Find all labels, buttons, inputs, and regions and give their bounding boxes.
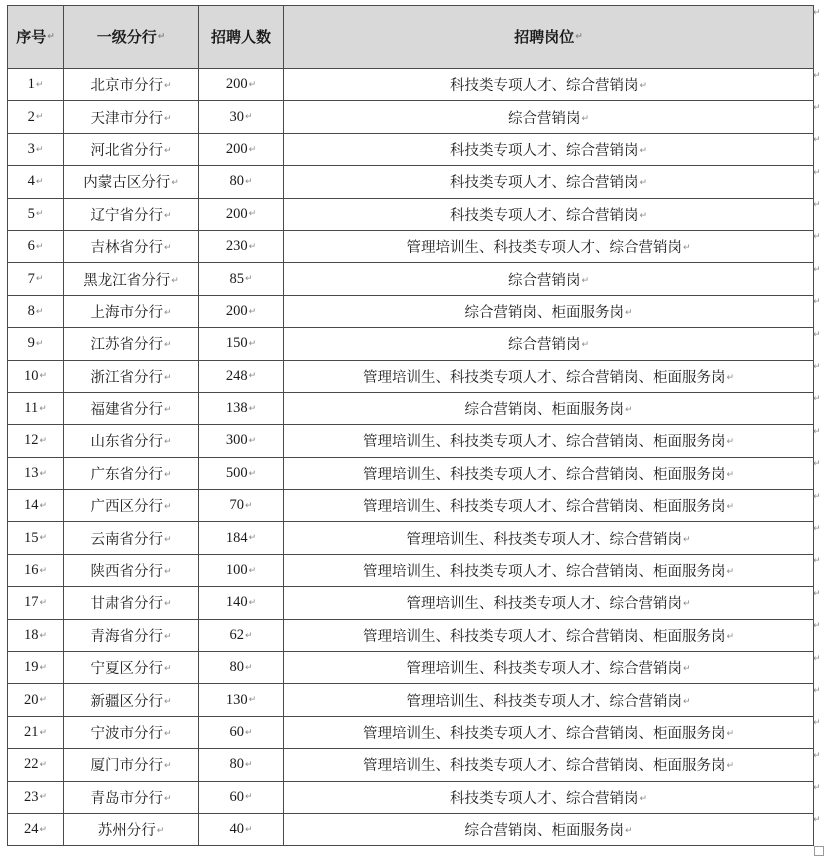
return-arrow-icon: ↵ xyxy=(813,200,821,211)
cell-count-text: 40 ↵ xyxy=(229,821,252,837)
return-arrow-icon: ↵ xyxy=(813,523,821,534)
cell-positions-text: 管理培训生、科技类专项人才、综合营销岗、柜面服务岗 ↵ xyxy=(363,467,734,483)
cell-positions xyxy=(284,69,814,101)
cell-count-text: 100 ↵ xyxy=(226,562,256,578)
cell-count-text: 300 ↵ xyxy=(226,432,256,448)
cell-positions-text: 综合营销岗 ↵ xyxy=(508,273,589,289)
cell-no xyxy=(8,490,64,522)
cell-positions-text: 管理培训生、科技类专项人才、综合营销岗 ↵ xyxy=(406,596,690,612)
cell-count-text: 248 ↵ xyxy=(226,368,256,384)
return-arrow-icon: ↵ xyxy=(813,621,821,632)
table-row xyxy=(8,328,814,360)
table-row xyxy=(8,230,814,262)
cell-count xyxy=(199,749,284,781)
cell-positions-text: 管理培训生、科技类专项人才、综合营销岗 ↵ xyxy=(406,240,690,256)
cell-count xyxy=(199,457,284,489)
page-corner-icon xyxy=(814,846,824,856)
cell-no xyxy=(8,652,64,684)
recruitment-table xyxy=(7,5,814,846)
table-row xyxy=(8,425,814,457)
cell-positions-text: 综合营销岗、柜面服务岗 ↵ xyxy=(464,823,632,839)
cell-count xyxy=(199,781,284,813)
cell-positions-text: 科技类专项人才、综合营销岗 ↵ xyxy=(450,175,647,191)
return-arrow-icon: ↵ xyxy=(813,135,821,146)
return-arrow-icon: ↵ xyxy=(813,70,821,81)
cell-count xyxy=(199,295,284,327)
cell-branch xyxy=(64,490,199,522)
return-arrow-icon: ↵ xyxy=(813,297,821,308)
cell-no-text: 22 ↵ xyxy=(24,756,47,772)
cell-positions-text: 管理培训生、科技类专项人才、综合营销岗、柜面服务岗 ↵ xyxy=(363,434,734,450)
cell-no xyxy=(8,263,64,295)
return-arrow-icon: ↵ xyxy=(813,685,821,696)
cell-no-text: 17 ↵ xyxy=(24,594,47,610)
cell-positions-text: 科技类专项人才、综合营销岗 ↵ xyxy=(450,143,647,159)
cell-count-text: 184 ↵ xyxy=(226,530,256,546)
cell-no xyxy=(8,457,64,489)
cell-positions xyxy=(284,392,814,424)
cell-positions xyxy=(284,781,814,813)
cell-branch-text: 宁夏区分行 ↵ xyxy=(90,661,171,677)
return-arrow-icon: ↵ xyxy=(813,167,821,178)
cell-count xyxy=(199,133,284,165)
header-row xyxy=(8,6,814,69)
table-row xyxy=(8,716,814,748)
table-row xyxy=(8,101,814,133)
cell-no xyxy=(8,133,64,165)
cell-positions xyxy=(284,619,814,651)
cell-count-text: 60 ↵ xyxy=(229,724,252,740)
cell-branch xyxy=(64,619,199,651)
return-arrow-icon: ↵ xyxy=(813,459,821,470)
cell-positions xyxy=(284,587,814,619)
table-row xyxy=(8,554,814,586)
cell-count-text: 200 ↵ xyxy=(226,206,256,222)
cell-count-text: 500 ↵ xyxy=(226,465,256,481)
cell-no-text: 4 ↵ xyxy=(28,173,44,189)
cell-positions-text: 管理培训生、科技类专项人才、综合营销岗、柜面服务岗 ↵ xyxy=(363,758,734,774)
cell-branch xyxy=(64,522,199,554)
cell-count-text: 150 ↵ xyxy=(226,335,256,351)
cell-no-text: 7 ↵ xyxy=(28,271,44,287)
cell-no-text: 24 ↵ xyxy=(24,821,47,837)
cell-positions xyxy=(284,522,814,554)
cell-branch xyxy=(64,101,199,133)
cell-positions-text: 科技类专项人才、综合营销岗 ↵ xyxy=(450,208,647,224)
cell-positions xyxy=(284,263,814,295)
cell-no-text: 9 ↵ xyxy=(28,335,44,351)
cell-branch-text: 宁波市分行 ↵ xyxy=(90,726,171,742)
cell-count-text: 230 ↵ xyxy=(226,238,256,254)
cell-branch-text: 云南省分行 ↵ xyxy=(90,532,171,548)
cell-no-text: 3 ↵ xyxy=(28,141,44,157)
table-row xyxy=(8,295,814,327)
return-arrow-icon: ↵ xyxy=(813,815,821,826)
cell-branch-text: 江苏省分行 ↵ xyxy=(90,337,171,353)
cell-branch xyxy=(64,781,199,813)
return-arrow-icon: ↵ xyxy=(813,394,821,405)
cell-count xyxy=(199,198,284,230)
cell-no xyxy=(8,781,64,813)
table-row xyxy=(8,684,814,716)
cell-no-text: 6 ↵ xyxy=(28,238,44,254)
cell-branch xyxy=(64,263,199,295)
cell-branch-text: 北京市分行 ↵ xyxy=(90,78,171,94)
cell-count xyxy=(199,619,284,651)
cell-branch-text: 上海市分行 ↵ xyxy=(90,305,171,321)
cell-count xyxy=(199,684,284,716)
table-row xyxy=(8,166,814,198)
cell-count-text: 70 ↵ xyxy=(229,497,252,513)
table-row xyxy=(8,457,814,489)
cell-count xyxy=(199,554,284,586)
table-row xyxy=(8,69,814,101)
cell-positions xyxy=(284,457,814,489)
cell-positions xyxy=(284,328,814,360)
cell-branch xyxy=(64,166,199,198)
cell-no xyxy=(8,619,64,651)
cell-no xyxy=(8,684,64,716)
cell-positions-text: 管理培训生、科技类专项人才、综合营销岗、柜面服务岗 ↵ xyxy=(363,629,734,645)
cell-positions xyxy=(284,554,814,586)
cell-branch-text: 黑龙江省分行 ↵ xyxy=(83,273,179,289)
header-branch: 一级分行 ↵ xyxy=(64,6,199,69)
cell-branch xyxy=(64,328,199,360)
table-row xyxy=(8,522,814,554)
return-arrow-icon: ↵ xyxy=(813,556,821,567)
cell-no xyxy=(8,360,64,392)
cell-positions-text: 综合营销岗、柜面服务岗 ↵ xyxy=(464,305,632,321)
cell-count-text: 130 ↵ xyxy=(226,692,256,708)
cell-count-text: 200 ↵ xyxy=(226,76,256,92)
cell-count-text: 138 ↵ xyxy=(226,400,256,416)
cell-branch-text: 厦门市分行 ↵ xyxy=(90,758,171,774)
cell-count-text: 30 ↵ xyxy=(229,109,252,125)
cell-no-text: 1 ↵ xyxy=(28,76,44,92)
cell-count xyxy=(199,263,284,295)
return-arrow-icon: ↵ xyxy=(813,653,821,664)
cell-no xyxy=(8,554,64,586)
return-arrow-icon: ↵ xyxy=(813,264,821,275)
cell-positions xyxy=(284,749,814,781)
cell-positions-text: 科技类专项人才、综合营销岗 ↵ xyxy=(450,791,647,807)
cell-count-text: 140 ↵ xyxy=(226,594,256,610)
cell-no xyxy=(8,198,64,230)
cell-no xyxy=(8,716,64,748)
cell-branch-text: 内蒙古区分行 ↵ xyxy=(83,175,179,191)
cell-no xyxy=(8,166,64,198)
cell-branch xyxy=(64,425,199,457)
cell-branch xyxy=(64,684,199,716)
return-arrow-icon: ↵ xyxy=(813,7,821,18)
cell-count-text: 200 ↵ xyxy=(226,303,256,319)
cell-branch-text: 广东省分行 ↵ xyxy=(90,467,171,483)
cell-positions-text: 综合营销岗 ↵ xyxy=(508,337,589,353)
cell-positions xyxy=(284,360,814,392)
cell-no xyxy=(8,295,64,327)
table-row xyxy=(8,360,814,392)
cell-count-text: 85 ↵ xyxy=(229,271,252,287)
cell-branch-text: 苏州分行 ↵ xyxy=(98,823,165,839)
cell-positions xyxy=(284,425,814,457)
cell-no-text: 23 ↵ xyxy=(24,789,47,805)
cell-no xyxy=(8,392,64,424)
cell-branch-text: 山东省分行 ↵ xyxy=(90,434,171,450)
table-row xyxy=(8,133,814,165)
cell-no-text: 10 ↵ xyxy=(24,368,47,384)
cell-no-text: 5 ↵ xyxy=(28,206,44,222)
cell-branch xyxy=(64,392,199,424)
cell-no-text: 13 ↵ xyxy=(24,465,47,481)
cell-positions-text: 管理培训生、科技类专项人才、综合营销岗 ↵ xyxy=(406,661,690,677)
cell-count-text: 60 ↵ xyxy=(229,789,252,805)
return-arrow-icon: ↵ xyxy=(813,362,821,373)
cell-count xyxy=(199,392,284,424)
cell-branch xyxy=(64,198,199,230)
cell-no xyxy=(8,522,64,554)
cell-positions xyxy=(284,652,814,684)
return-arrow-icon: ↵ xyxy=(813,750,821,761)
cell-branch-text: 浙江省分行 ↵ xyxy=(90,370,171,386)
cell-branch-text: 陕西省分行 ↵ xyxy=(90,564,171,580)
cell-branch-text: 青海省分行 ↵ xyxy=(90,629,171,645)
cell-branch-text: 河北省分行 ↵ xyxy=(90,143,171,159)
cell-branch xyxy=(64,230,199,262)
return-arrow-icon: ↵ xyxy=(813,329,821,340)
cell-positions xyxy=(284,684,814,716)
cell-no xyxy=(8,230,64,262)
cell-count xyxy=(199,230,284,262)
cell-no xyxy=(8,69,64,101)
table-row xyxy=(8,587,814,619)
return-arrow-icon: ↵ xyxy=(813,426,821,437)
cell-branch-text: 天津市分行 ↵ xyxy=(90,111,171,127)
cell-branch-text: 甘肃省分行 ↵ xyxy=(90,596,171,612)
cell-no-text: 14 ↵ xyxy=(24,497,47,513)
cell-branch-text: 福建省分行 ↵ xyxy=(90,402,171,418)
cell-count xyxy=(199,813,284,845)
cell-no xyxy=(8,749,64,781)
cell-no-text: 16 ↵ xyxy=(24,562,47,578)
cell-positions-text: 管理培训生、科技类专项人才、综合营销岗、柜面服务岗 ↵ xyxy=(363,726,734,742)
cell-no-text: 18 ↵ xyxy=(24,627,47,643)
table-row xyxy=(8,490,814,522)
cell-count-text: 80 ↵ xyxy=(229,756,252,772)
cell-positions xyxy=(284,490,814,522)
cell-no xyxy=(8,101,64,133)
table-row xyxy=(8,781,814,813)
cell-no-text: 19 ↵ xyxy=(24,659,47,675)
cell-count-text: 80 ↵ xyxy=(229,173,252,189)
cell-count-text: 80 ↵ xyxy=(229,659,252,675)
cell-no xyxy=(8,425,64,457)
cell-no-text: 21 ↵ xyxy=(24,724,47,740)
table-row xyxy=(8,392,814,424)
cell-branch xyxy=(64,587,199,619)
cell-count xyxy=(199,490,284,522)
cell-positions xyxy=(284,716,814,748)
cell-positions xyxy=(284,813,814,845)
return-arrow-icon: ↵ xyxy=(813,491,821,502)
header-no: 序号 ↵ xyxy=(8,6,64,69)
cell-positions-text: 管理培训生、科技类专项人才、综合营销岗、柜面服务岗 ↵ xyxy=(363,564,734,580)
table-row xyxy=(8,652,814,684)
cell-no xyxy=(8,587,64,619)
cell-count xyxy=(199,587,284,619)
cell-no xyxy=(8,328,64,360)
cell-branch xyxy=(64,813,199,845)
cell-positions-text: 管理培训生、科技类专项人才、综合营销岗 ↵ xyxy=(406,532,690,548)
cell-count xyxy=(199,716,284,748)
cell-positions-text: 综合营销岗 ↵ xyxy=(508,111,589,127)
return-arrow-icon: ↵ xyxy=(813,718,821,729)
cell-count xyxy=(199,69,284,101)
cell-count xyxy=(199,652,284,684)
cell-no-text: 20 ↵ xyxy=(24,692,47,708)
cell-count xyxy=(199,425,284,457)
header-count: 招聘人数 xyxy=(199,6,284,69)
cell-positions-text: 管理培训生、科技类专项人才、综合营销岗、柜面服务岗 ↵ xyxy=(363,499,734,515)
cell-no-text: 2 ↵ xyxy=(28,109,44,125)
cell-no-text: 8 ↵ xyxy=(28,303,44,319)
cell-positions-text: 管理培训生、科技类专项人才、综合营销岗 ↵ xyxy=(406,694,690,710)
return-arrow-icon: ↵ xyxy=(813,783,821,794)
cell-positions xyxy=(284,295,814,327)
table-row xyxy=(8,619,814,651)
table-body xyxy=(8,69,814,846)
header-positions: 招聘岗位 ↵ xyxy=(284,6,814,69)
cell-branch-text: 青岛市分行 ↵ xyxy=(90,791,171,807)
cell-positions xyxy=(284,166,814,198)
return-arrow-icon: ↵ xyxy=(813,232,821,243)
cell-branch xyxy=(64,69,199,101)
cell-positions-text: 科技类专项人才、综合营销岗 ↵ xyxy=(450,78,647,94)
cell-branch-text: 新疆区分行 ↵ xyxy=(90,694,171,710)
cell-branch xyxy=(64,360,199,392)
cell-no-text: 12 ↵ xyxy=(24,432,47,448)
cell-no-text: 15 ↵ xyxy=(24,530,47,546)
cell-branch xyxy=(64,133,199,165)
cell-branch-text: 广西区分行 ↵ xyxy=(90,499,171,515)
table-row xyxy=(8,263,814,295)
cell-count xyxy=(199,522,284,554)
cell-branch-text: 吉林省分行 ↵ xyxy=(90,240,171,256)
cell-no xyxy=(8,813,64,845)
cell-positions xyxy=(284,198,814,230)
return-arrow-icon: ↵ xyxy=(813,102,821,113)
cell-positions xyxy=(284,133,814,165)
cell-count-text: 62 ↵ xyxy=(229,627,252,643)
cell-branch xyxy=(64,652,199,684)
cell-positions xyxy=(284,230,814,262)
table-row xyxy=(8,813,814,845)
cell-no-text: 11 ↵ xyxy=(24,400,47,416)
cell-count xyxy=(199,328,284,360)
table-row xyxy=(8,749,814,781)
cell-branch xyxy=(64,295,199,327)
cell-branch xyxy=(64,716,199,748)
cell-branch xyxy=(64,749,199,781)
cell-positions xyxy=(284,101,814,133)
cell-count xyxy=(199,101,284,133)
cell-branch xyxy=(64,554,199,586)
cell-count-text: 200 ↵ xyxy=(226,141,256,157)
cell-positions-text: 管理培训生、科技类专项人才、综合营销岗、柜面服务岗 ↵ xyxy=(363,370,734,386)
cell-branch-text: 辽宁省分行 ↵ xyxy=(90,208,171,224)
return-arrow-icon: ↵ xyxy=(813,588,821,599)
cell-branch xyxy=(64,457,199,489)
cell-positions-text: 综合营销岗、柜面服务岗 ↵ xyxy=(464,402,632,418)
cell-count xyxy=(199,360,284,392)
cell-count xyxy=(199,166,284,198)
table-row xyxy=(8,198,814,230)
